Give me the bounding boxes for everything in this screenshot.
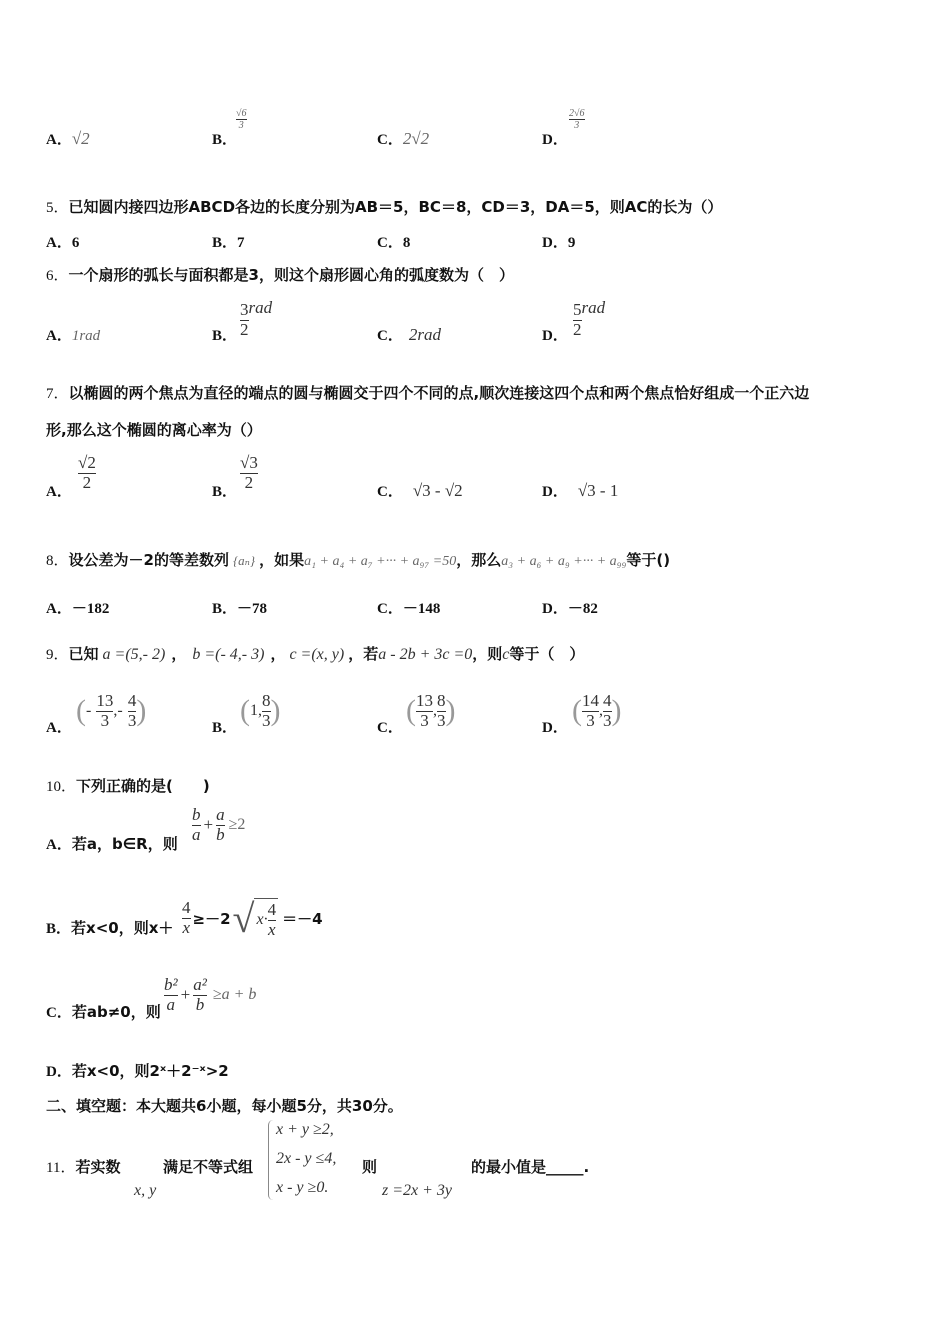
q9-option-b-label: B．	[212, 720, 238, 736]
q10-option-b-math: $\frac{4}{x}$ ≥－2√ x· $\frac{4}{x}$ ＝－4	[182, 896, 323, 941]
q4-option-b-fraction: $\frac{√6}{3}$	[236, 108, 247, 131]
q9-option-a-vector: (- $\frac{13}{3}$ ,- $\frac{4}{3}$ )	[76, 691, 147, 730]
q5-option-b: B．7	[212, 235, 245, 251]
q4-option-d-fraction: $\frac{2√6}{3}$	[569, 108, 585, 131]
q9-option-b-vector: (1, $\frac{8}{3}$ )	[240, 691, 281, 730]
q9-option-d-vector: ( $\frac{14}{3}$ , $\frac{4}{3}$ )	[572, 691, 622, 730]
q5-stem: 5．已知圆内接四边形ABCD各边的长度分别为AB＝5，BC＝8，CD＝3，DA＝5，则AC的长为（）	[46, 198, 723, 216]
q8-stem: 8．设公差为－2的等差数列 {aₙ} ，如果a₁ + a₄ + a₇ +··· + a₉₇ =50，那么a₃ + a₆ + a₉ +··· + a₉₉等于()	[46, 551, 671, 569]
q10-option-c-math: $\frac{\text{b²}}{a}$ + $\frac{\text{a²}}{b}$ ≥a + b	[164, 975, 257, 1014]
q6-option-b-label: B．	[212, 328, 238, 344]
q9-option-d-label: D．	[542, 720, 568, 736]
q11-number: 11．若实数	[46, 1158, 121, 1176]
q11-answer-blank: _____.	[546, 1158, 590, 1176]
q10-option-a-text: A．若a，b∈R，则	[46, 835, 178, 853]
q5-option-a: A．6	[46, 235, 80, 251]
q6-option-d-label: D．	[542, 328, 568, 344]
q9-stem: 9．已知 a =(5,- 2) ， b =(- 4,- 3) ， c =(x, y) ，若a - 2b + 3c =0，则c等于（ ）	[46, 645, 585, 663]
q6-option-a: A．1rad	[46, 328, 101, 344]
q11-inequality-1: x + y ≥2,	[276, 1121, 334, 1138]
q11-text-d: 的最小值是_____.	[471, 1158, 590, 1176]
q4-option-b-label: B．	[212, 132, 238, 148]
q6-option-b-math: $\frac{3}{2}$ rad	[240, 298, 273, 339]
q11-system-brace	[268, 1120, 273, 1200]
q7-stem-line1: 7．以椭圆的两个焦点为直径的端点的圆与椭圆交于四个不同的点,顺次连接这四个点和两个焦点恰好组成一个正六边	[46, 384, 810, 402]
q10-option-c-text: C．若ab≠0，则	[46, 1003, 161, 1021]
q7-option-b-label: B．	[212, 484, 238, 500]
q7-option-d: D． √3 - 1	[542, 481, 619, 500]
q7-option-a-label: A．	[46, 484, 72, 500]
q7-option-c: C． √3 - √2	[377, 481, 463, 500]
q9-option-a-label: A．	[46, 720, 72, 736]
q11-inequality-2: 2x - y ≤4,	[276, 1150, 337, 1167]
q11-vars: x, y	[134, 1182, 157, 1199]
q10-stem: 10．下列正确的是( )	[46, 777, 210, 795]
q8-option-c: C．－148	[377, 601, 441, 617]
q8-option-b: B．－78	[212, 601, 268, 617]
q11-text-c: 则	[362, 1158, 378, 1176]
q8-option-d: D．－82	[542, 601, 598, 617]
q9-option-c-vector: ( $\frac{13}{3}$ , $\frac{8}{3}$ )	[406, 691, 456, 730]
q10-option-a-math: $\frac{b}{a}$ + $\frac{a}{b}$ ≥2	[192, 805, 246, 844]
section-2-title: 二、填空题：本大题共6小题，每小题5分，共30分。	[46, 1097, 403, 1115]
q7-option-b-fraction: $\frac{√3}{2}$	[240, 453, 258, 492]
q6-option-c: C． 2rad	[377, 325, 441, 344]
q4-option-d-label: D．	[542, 132, 568, 148]
q4-option-a: A．√2	[46, 129, 90, 148]
q11-expression: z =2x + 3y	[382, 1182, 453, 1199]
q5-option-c: C．8	[377, 235, 411, 251]
q10-option-d: D．若x<0，则2ˣ＋2⁻ˣ>2	[46, 1062, 229, 1080]
q9-option-c-label: C．	[377, 720, 403, 736]
q7-option-a-fraction: $\frac{√2}{2}$	[78, 453, 96, 492]
q11-inequality-3: x - y ≥0.	[276, 1179, 329, 1196]
q10-option-b-text: B．若x<0，则x＋	[46, 919, 174, 937]
q11-text-b: 满足不等式组	[163, 1158, 254, 1176]
q6-stem: 6．一个扇形的弧长与面积都是3，则这个扇形圆心角的弧度数为（ ）	[46, 266, 514, 284]
q6-option-d-math: $\frac{5}{2}$ rad	[573, 298, 606, 339]
q7-stem-line2: 形,那么这个椭圆的离心率为（）	[46, 421, 262, 439]
q4-option-c: C．2√2	[377, 129, 430, 148]
q5-option-d: D．9	[542, 235, 576, 251]
q8-option-a: A．－182	[46, 601, 110, 617]
